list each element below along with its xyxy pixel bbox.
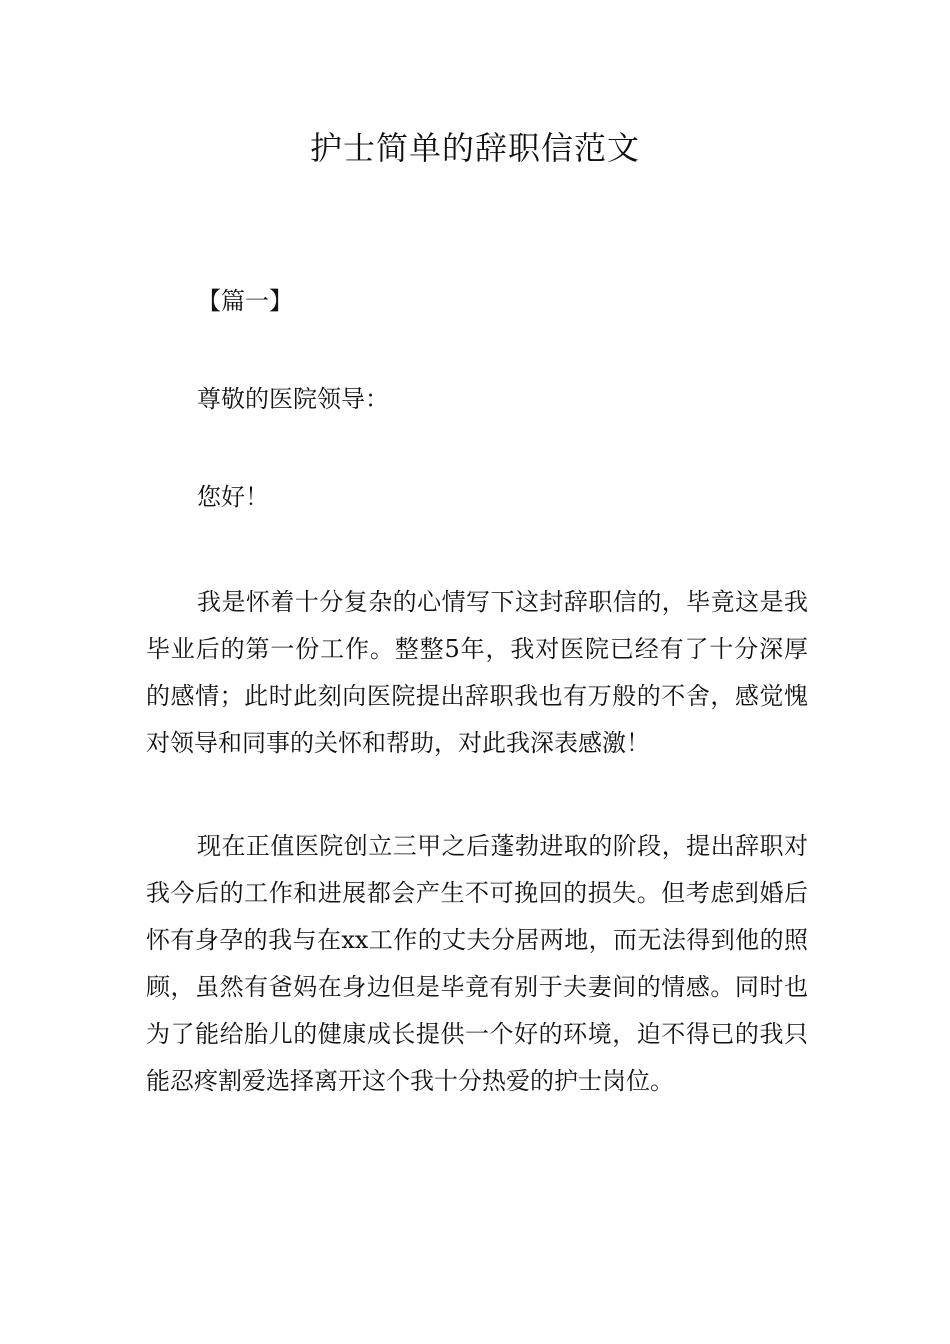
- body-paragraph: 我是怀着十分复杂的心情写下这封辞职信的，毕竟这是我毕业后的第一份工作。整整5年，我对医院已经有了十分深厚的感情；此时此刻向医院提出辞职我也有万般的不舍，感觉愧对领导和同事的关怀和帮助，对此我深表感激！: [146, 588, 808, 757]
- body-paragraph: 现在正值医院创立三甲之后蓬勃进取的阶段，提出辞职对我今后的工作和进展都会产生不可挽回的损失。但考虑到婚后怀有身孕的我与在xx工作的丈夫分居两地，而无法得到他的照顾，虽然有爸妈在身边但是毕竟有别于夫妻间的情感。同时也为了能给胎儿的健康成长提供一个好的环境，迫不得已的我只能忍疼割爱选择离开这个我十分热爱的护士岗位。: [146, 832, 808, 1095]
- section-marker: 【篇一】: [197, 287, 293, 315]
- document-title: 护士简单的辞职信范文: [309, 129, 640, 167]
- greeting: 您好！: [197, 483, 269, 511]
- salutation: 尊敬的医院领导：: [197, 385, 389, 413]
